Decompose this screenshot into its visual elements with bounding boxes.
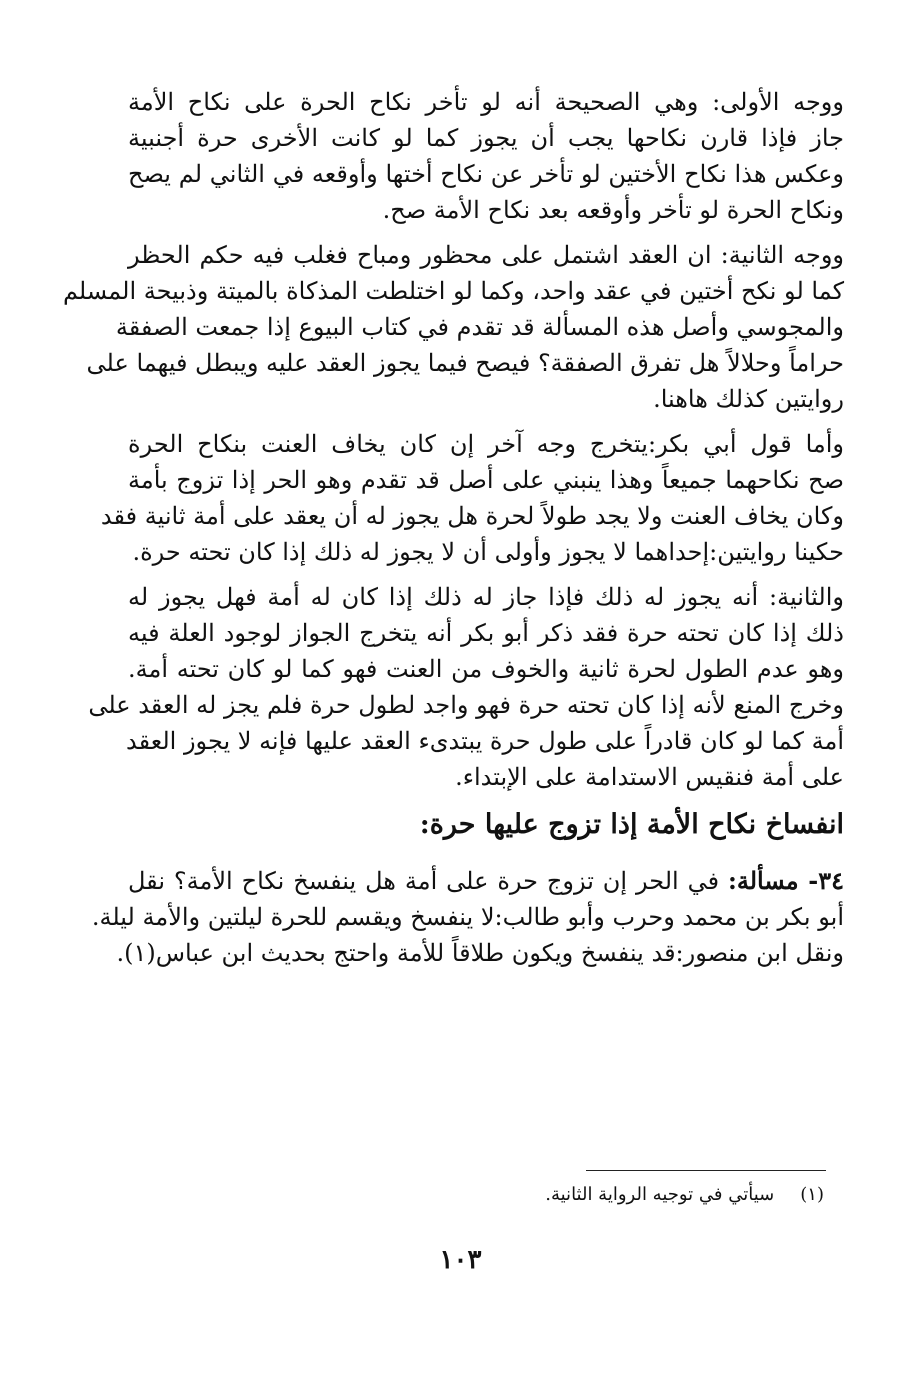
text-line: ذلك إذا كان تحته حرة فقد ذكر أبو بكر أنه يتخرج الجواز لوجود العلة فيه <box>128 619 844 647</box>
text-line: ونكاح الحرة لو تأخر وأوقعه بعد نكاح الأمة صح. <box>382 196 844 224</box>
text-line: روايتين كذلك هاهنا. <box>653 385 844 413</box>
footnote-divider <box>586 1170 826 1171</box>
text-line: وأما قول أبي بكر:يتخرج وجه آخر إن كان يخاف العنت بنكاح الحرة <box>128 430 844 458</box>
text-line: جاز فإذا قارن نكاحها يجب أن يجوز كما لو كانت الأخرى حرة أجنبية <box>128 124 844 152</box>
paragraph-second-view <box>62 237 845 417</box>
text-line: ونقل ابن منصور:قد ينفسخ ويكون طلاقاً للأمة واحتج بحديث ابن عباس(١). <box>116 939 844 967</box>
text-line: أمة كما لو كان قادراً على طول حرة يبتدىء العقد عليها فإنه لا يجوز العقد <box>126 727 844 755</box>
footnote <box>545 1182 824 1208</box>
issue-text: في الحر إن تزوج حرة على أمة هل ينفسخ نكاح الأمة؟ نقل <box>128 867 720 895</box>
text-line: كما لو نكح أختين في عقد واحد، وكما لو اختلطت المذكاة بالميتة وذبيحة المسلم <box>62 277 844 305</box>
text-line: وهو عدم الطول لحرة ثانية والخوف من العنت فهو كما لو كان تحته أمة. <box>128 655 844 683</box>
text-line: وخرج المنع لأنه إذا كان تحته حرة فهو واجد لطول حرة فلم يجز له العقد على <box>88 691 844 719</box>
paragraph-abu-bakr <box>100 426 844 570</box>
text-line: وعكس هذا نكاح الأختين لو تأخر عن نكاح أختها وأوقعه في الثاني لم يصح <box>128 160 844 188</box>
paragraph-second-narration <box>88 579 844 795</box>
text-line: حكينا روايتين:إحداهما لا يجوز وأولى أن لا يجوز له ذلك إذا كان تحته حرة. <box>132 538 844 566</box>
text-line: حراماً وحلالاً هل تفرق الصفقة؟ فيصح فيما يجوز العقد عليه ويبطل فيهما على <box>86 349 844 377</box>
issue-34 <box>91 863 844 971</box>
text-line <box>128 863 844 899</box>
text-line: أبو بكر بن محمد وحرب وأبو طالب:لا ينفسخ ويقسم للحرة ليلتين والأمة ليلة. <box>91 903 844 931</box>
section-heading: انفساخ نكاح الأمة إذا تزوج عليها حرة: <box>419 809 844 840</box>
footnote-text: سيأتي في توجيه الرواية الثانية. <box>545 1184 775 1205</box>
issue-number: ٣٤- مسألة: <box>728 866 844 895</box>
page-body <box>62 84 845 980</box>
text-line: صح نكاحهما جميعاً وهذا ينبني على أصل قد تقدم وهو الحر إذا تزوج بأمة <box>128 466 844 494</box>
text-line: على أمة فنقيس الاستدامة على الإبتداء. <box>455 763 844 791</box>
page-number: ١٠٣ <box>439 1245 482 1275</box>
text-line: والمجوسي وأصل هذه المسألة قد تقدم في كتاب البيوع إذا جمعت الصفقة <box>115 313 844 341</box>
text-line: ووجه الأولى: وهي الصحيحة أنه لو تأخر نكاح الحرة على نكاح الأمة <box>128 88 844 116</box>
footnote-marker: (١) <box>800 1184 824 1205</box>
text-line: والثانية: أنه يجوز له ذلك فإذا جاز له ذلك إذا كان له أمة فهل يجوز له <box>128 583 844 611</box>
text-line: وكان يخاف العنت ولا يجد طولاً لحرة هل يجوز له أن يعقد على أمة ثانية فقد <box>100 502 844 530</box>
text-line: ووجه الثانية: ان العقد اشتمل على محظور ومباح فغلب فيه حكم الحظر <box>128 241 845 269</box>
paragraph-first-view <box>128 84 844 228</box>
